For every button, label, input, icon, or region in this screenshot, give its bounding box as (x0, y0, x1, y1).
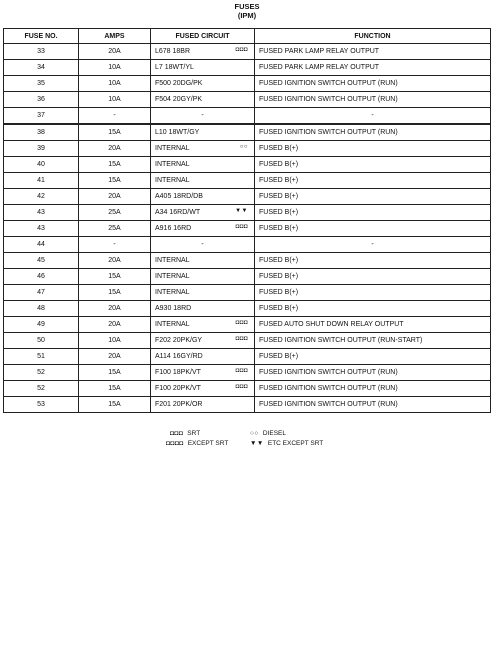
circuit-text: - (201, 112, 204, 119)
fuse-table-body (4, 44, 491, 413)
variant-symbol-icon: ◘◘◘ (235, 384, 248, 390)
cell-fused-circuit (151, 397, 255, 413)
legend-except-srt-label: EXCEPT SRT (187, 440, 229, 447)
srt-symbol-icon: ◘◘◘ (170, 430, 184, 437)
cell-amps: 15A (79, 173, 151, 189)
table-row (4, 189, 491, 205)
cell-function: FUSED IGNITION SWITCH OUTPUT (RUN) (255, 381, 491, 397)
cell-function: FUSED B(+) (255, 253, 491, 269)
cell-fuse-no: 35 (4, 76, 79, 92)
circuit-text: INTERNAL (155, 161, 190, 168)
cell-fuse-no: 33 (4, 44, 79, 60)
cell-function: FUSED IGNITION SWITCH OUTPUT (RUN) (255, 92, 491, 108)
legend-srt (170, 430, 200, 437)
cell-fuse-no: 53 (4, 397, 79, 413)
table-row (4, 285, 491, 301)
cell-fused-circuit (151, 253, 255, 269)
table-row (4, 108, 491, 125)
variant-symbol-icon: ○○ (239, 144, 248, 150)
header-amps: AMPS (79, 29, 151, 44)
table-row (4, 333, 491, 349)
table-row (4, 317, 491, 333)
cell-function: FUSED AUTO SHUT DOWN RELAY OUTPUT (255, 317, 491, 333)
cell-fused-circuit (151, 189, 255, 205)
cell-function: FUSED B(+) (255, 349, 491, 365)
cell-function: FUSED B(+) (255, 221, 491, 237)
cell-amps: 10A (79, 60, 151, 76)
table-row (4, 301, 491, 317)
cell-fused-circuit (151, 205, 255, 221)
variant-symbol-icon: ◘◘◘ (235, 336, 248, 342)
variant-symbol-icon: ◘◘◘ (235, 224, 248, 230)
cell-fuse-no: 48 (4, 301, 79, 317)
circuit-text: F201 20PK/OR (155, 401, 203, 408)
variant-symbol-icon: ◘◘◘ (235, 47, 248, 53)
cell-fuse-no: 36 (4, 92, 79, 108)
cell-function: FUSED B(+) (255, 269, 491, 285)
cell-function: FUSED B(+) (255, 189, 491, 205)
cell-amps: 15A (79, 124, 151, 141)
cell-fused-circuit (151, 124, 255, 141)
table-row (4, 397, 491, 413)
circuit-text: - (201, 241, 204, 248)
cell-fused-circuit (151, 349, 255, 365)
circuit-text: A930 18RD (155, 305, 192, 312)
cell-fused-circuit (151, 60, 255, 76)
cell-fuse-no: 51 (4, 349, 79, 365)
cell-amps: 20A (79, 44, 151, 60)
cell-function: - (255, 237, 491, 253)
cell-fuse-no: 39 (4, 141, 79, 157)
cell-fuse-no: 37 (4, 108, 79, 125)
except-srt-symbol-icon: ◘◘◘◘ (166, 440, 184, 447)
cell-function: FUSED IGNITION SWITCH OUTPUT (RUN) (255, 397, 491, 413)
cell-fuse-no: 47 (4, 285, 79, 301)
cell-function: FUSED IGNITION SWITCH OUTPUT (RUN) (255, 124, 491, 141)
cell-fused-circuit (151, 301, 255, 317)
cell-amps: - (79, 237, 151, 253)
cell-amps: 15A (79, 269, 151, 285)
cell-function: FUSED IGNITION SWITCH OUTPUT (RUN-START) (255, 333, 491, 349)
legend-diesel (250, 430, 286, 437)
cell-fused-circuit (151, 157, 255, 173)
cell-fused-circuit (151, 141, 255, 157)
cell-fuse-no: 45 (4, 253, 79, 269)
page-title: FUSES (234, 2, 260, 11)
cell-fuse-no: 34 (4, 60, 79, 76)
cell-fused-circuit (151, 221, 255, 237)
circuit-text: INTERNAL (155, 257, 190, 264)
cell-fuse-no: 38 (4, 124, 79, 141)
cell-fuse-no: 41 (4, 173, 79, 189)
cell-fused-circuit (151, 317, 255, 333)
cell-fused-circuit (151, 92, 255, 108)
table-row (4, 173, 491, 189)
table-row (4, 92, 491, 108)
table-row (4, 365, 491, 381)
circuit-text: A916 16RD (155, 225, 192, 232)
cell-fuse-no: 52 (4, 381, 79, 397)
page-subtitle: (IPM) (237, 11, 257, 20)
table-row (4, 381, 491, 397)
circuit-text: L7 18WT/YL (155, 64, 194, 71)
cell-fused-circuit (151, 76, 255, 92)
diesel-symbol-icon: ○○ (250, 430, 259, 437)
cell-function: FUSED B(+) (255, 141, 491, 157)
cell-amps: 15A (79, 381, 151, 397)
variant-symbol-icon: ▼▼ (235, 208, 248, 214)
cell-amps: - (79, 108, 151, 125)
cell-fused-circuit (151, 381, 255, 397)
cell-function: FUSED PARK LAMP RELAY OUTPUT (255, 44, 491, 60)
circuit-text: INTERNAL (155, 321, 190, 328)
cell-amps: 15A (79, 397, 151, 413)
cell-function: FUSED B(+) (255, 157, 491, 173)
table-row (4, 253, 491, 269)
cell-function: FUSED B(+) (255, 285, 491, 301)
cell-amps: 15A (79, 157, 151, 173)
cell-fuse-no: 52 (4, 365, 79, 381)
cell-function: FUSED PARK LAMP RELAY OUTPUT (255, 60, 491, 76)
cell-function: FUSED IGNITION SWITCH OUTPUT (RUN) (255, 365, 491, 381)
cell-fused-circuit (151, 333, 255, 349)
cell-function: FUSED B(+) (255, 173, 491, 189)
circuit-text: F100 20PK/VT (155, 385, 201, 392)
cell-fused-circuit (151, 269, 255, 285)
table-row (4, 124, 491, 141)
cell-fused-circuit (151, 237, 255, 253)
circuit-text: INTERNAL (155, 177, 190, 184)
table-header-row (4, 29, 491, 44)
legend-diesel-label: DIESEL (262, 430, 286, 437)
legend-except-srt (166, 440, 228, 447)
circuit-text: F100 18PK/VT (155, 369, 201, 376)
cell-function: FUSED B(+) (255, 301, 491, 317)
table-row (4, 76, 491, 92)
table-row (4, 157, 491, 173)
circuit-text: L10 18WT/GY (155, 129, 200, 136)
cell-fused-circuit (151, 365, 255, 381)
cell-function: FUSED B(+) (255, 205, 491, 221)
cell-fuse-no: 46 (4, 269, 79, 285)
cell-fused-circuit (151, 285, 255, 301)
cell-fuse-no: 43 (4, 205, 79, 221)
legend-srt-label: SRT (187, 430, 201, 437)
circuit-text: INTERNAL (155, 289, 190, 296)
etc-symbol-icon: ▼▼ (250, 440, 264, 447)
circuit-text: A114 16GY/RD (155, 353, 203, 360)
circuit-text: F202 20PK/GY (155, 337, 203, 344)
legend-etc-label: ETC EXCEPT SRT (267, 440, 324, 447)
fuse-table (3, 28, 491, 413)
circuit-text: F500 20DG/PK (155, 80, 203, 87)
cell-amps: 20A (79, 349, 151, 365)
cell-amps: 20A (79, 317, 151, 333)
table-row (4, 60, 491, 76)
cell-fuse-no: 50 (4, 333, 79, 349)
header-fuse-no: FUSE NO. (4, 29, 79, 44)
cell-fuse-no: 40 (4, 157, 79, 173)
circuit-text: A34 16RD/WT (155, 209, 201, 216)
cell-fuse-no: 42 (4, 189, 79, 205)
table-row (4, 349, 491, 365)
cell-amps: 15A (79, 285, 151, 301)
cell-amps: 15A (79, 365, 151, 381)
circuit-text: A405 18RD/DB (155, 193, 203, 200)
cell-amps: 20A (79, 141, 151, 157)
cell-amps: 20A (79, 189, 151, 205)
cell-fuse-no: 43 (4, 221, 79, 237)
legend-etc (250, 440, 323, 447)
table-row (4, 44, 491, 60)
circuit-text: INTERNAL (155, 145, 190, 152)
cell-fused-circuit (151, 108, 255, 125)
circuit-text: F504 20GY/PK (155, 96, 203, 103)
cell-amps: 20A (79, 253, 151, 269)
cell-function: FUSED IGNITION SWITCH OUTPUT (RUN) (255, 76, 491, 92)
header-fused-circuit: FUSED CIRCUIT (151, 29, 255, 44)
cell-amps: 20A (79, 301, 151, 317)
circuit-text: L678 18BR (155, 48, 191, 55)
cell-amps: 10A (79, 76, 151, 92)
cell-fused-circuit (151, 44, 255, 60)
table-row (4, 141, 491, 157)
cell-amps: 10A (79, 92, 151, 108)
variant-symbol-icon: ◘◘◘ (235, 320, 248, 326)
cell-function: - (255, 108, 491, 125)
cell-amps: 25A (79, 221, 151, 237)
cell-amps: 10A (79, 333, 151, 349)
table-row (4, 269, 491, 285)
table-row (4, 237, 491, 253)
table-row (4, 221, 491, 237)
cell-fused-circuit (151, 173, 255, 189)
circuit-text: INTERNAL (155, 273, 190, 280)
cell-fuse-no: 44 (4, 237, 79, 253)
header-function: FUNCTION (255, 29, 491, 44)
table-row (4, 205, 491, 221)
variant-symbol-icon: ◘◘◘ (235, 368, 248, 374)
cell-fuse-no: 49 (4, 317, 79, 333)
cell-amps: 25A (79, 205, 151, 221)
